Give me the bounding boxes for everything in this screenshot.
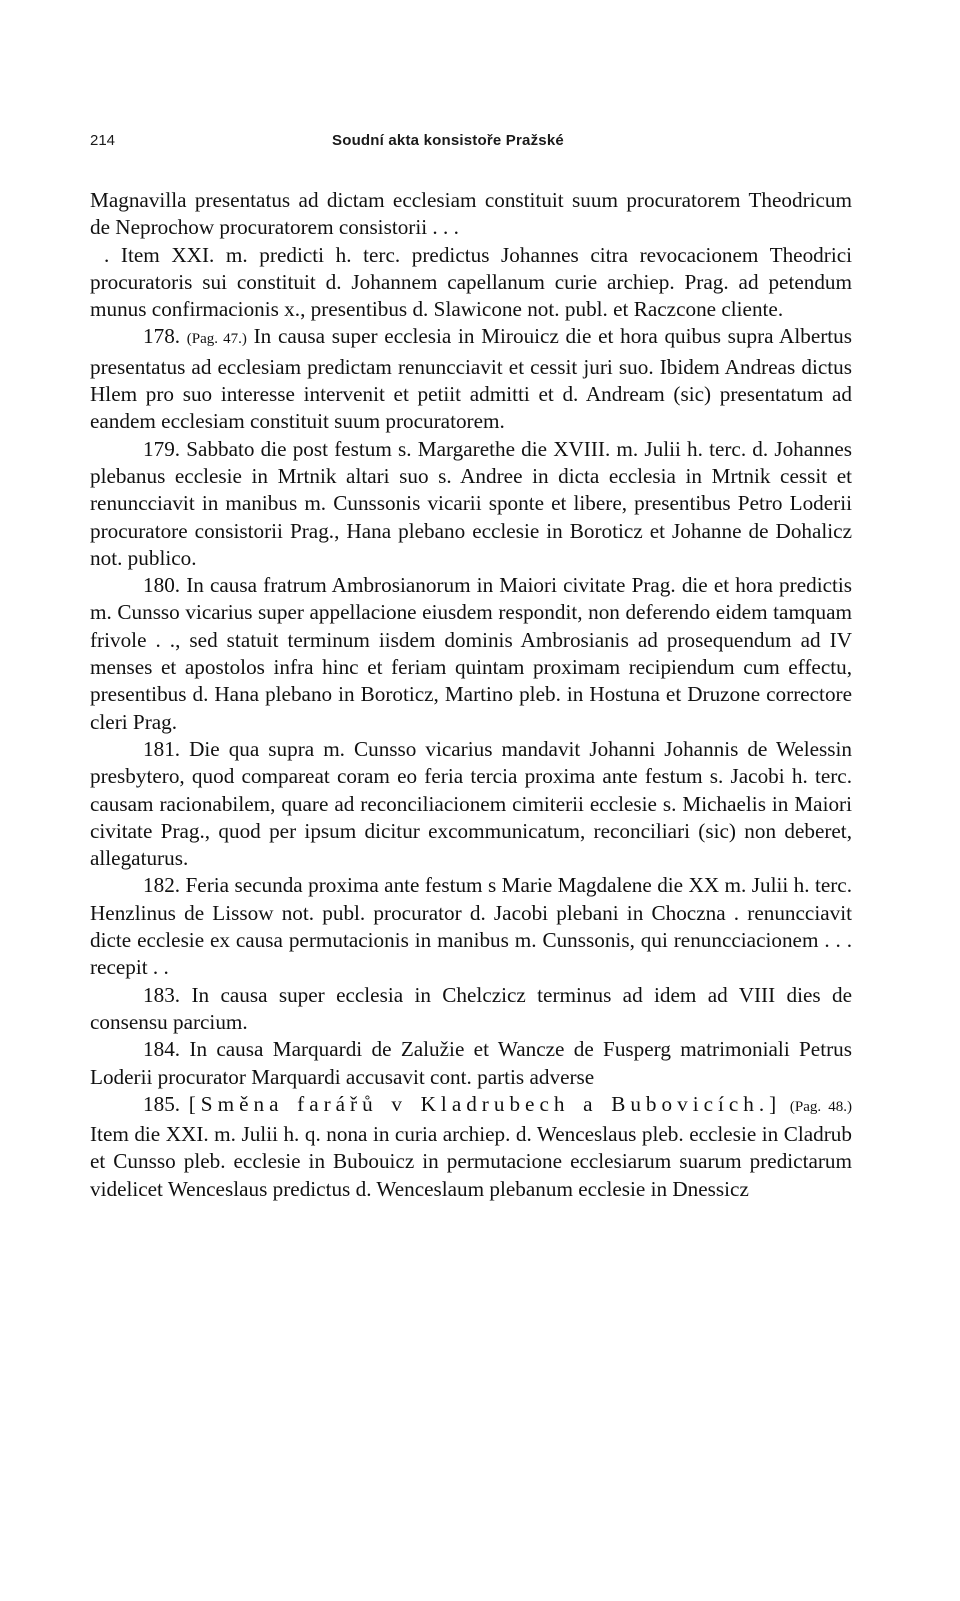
entry-text: In causa Marquardi de Zalužie et Wancze de Fusperg matrimoniali Petrus Loderii procurator Marquardi accusavit cont. partis adverse <box>90 1037 852 1089</box>
entry-number: 185. <box>143 1091 181 1116</box>
paragraph-text: Magnavilla presentatus ad dictam ecclesiam constituit suum procuratorem Theodricum de Neprochow procuratorem consistorii . . . <box>90 188 852 240</box>
entry-number: 179. <box>143 436 181 461</box>
entry-178 <box>90 323 852 435</box>
entry-text: Feria secunda proxima ante festum s Marie Magdalene die XX m. Julii h. terc. Henzlinus de Lissow not. publ. procurator d. Jacobi plebani in Choczna . renuncciavit dicte ecclesie ex causa permutacionis in manibus m. Cunssonis, qui renuncciacionem . . . recepit . . <box>90 873 853 980</box>
entry-180 <box>90 572 852 736</box>
entry-text: Die qua supra m. Cunsso vicarius mandavit Johanni Johannis de Welessin presbytero, quod compareat coram eo feria tercia proxima ante festum s. Jacobi h. terc. causam racionabilem, quare ad reconciliacionem cimiterii ecclesie s. Michaelis in Maiori civitate Prag., quod per ipsum dicitur excommunicatum, reconciliari (sic) non deberet, allegaturus. <box>90 736 852 871</box>
entry-185 <box>90 1091 852 1203</box>
entry-number: 184. <box>143 1037 181 1062</box>
paragraph <box>90 242 852 324</box>
page-reference: (Pag. 47.) <box>186 331 247 348</box>
page-number: 214 <box>90 132 116 149</box>
entry-text: In causa super ecclesia in Chelczicz terminus ad idem ad VIII dies de consensu parcium. <box>90 982 852 1034</box>
entry-182 <box>90 872 852 981</box>
document-page <box>90 0 852 1601</box>
entry-184 <box>90 1036 852 1091</box>
document-body <box>90 187 852 1203</box>
running-title: Soudní akta konsistoře Pražské <box>332 132 564 149</box>
entry-179 <box>90 436 852 572</box>
page-reference: (Pag. 48.) <box>789 1098 853 1115</box>
entry-183 <box>90 982 852 1037</box>
entry-number: 178. <box>143 324 181 349</box>
entry-text: Item die XXI. m. Julii h. q. nona in curia archiep. d. Wenceslaus pleb. ecclesie in Cladrub et Cunsso pleb. ecclesie in Bubouicz in permutacione ecclesiarum suarum predictarum videlicet Wenceslaus predictus d. Wenceslaum plebanum ecclesie in Dnessicz <box>90 1122 852 1201</box>
entry-number: 182. <box>143 873 181 898</box>
entry-text: In causa super ecclesia in Mirouicz die et hora quibus supra Albertus presentatus ad ecclesiam predictam renuncciavit et cessit juri suo. Ibidem Andreas dictus Hlem pro suo interesse intervenit et petiit admitti et d. Andream (sic) presentatum ad eandem ecclesiam constituit suum procuratorem. <box>90 324 853 434</box>
entry-text: Sabbato die post festum s. Margarethe die XVIII. m. Julii h. terc. d. Johannes plebanus ecclesie in Mrtnik altari suo s. Andree in dicta ecclesia in Mrtnik cessit et renuncciavit in manibus m. Cunssonis vicarii sponte et libere, presentibus Petro Loderii procuratore consistorii Prag., Hana plebano ecclesie in Boroticz et Johanne de Dohalicz not. publico. <box>90 436 853 570</box>
paragraph <box>90 187 852 242</box>
entry-number: 180. <box>143 573 181 598</box>
section-heading: [Směna farářů v Kladrubech a Bubovicích.] <box>188 1091 782 1116</box>
entry-number: 181. <box>143 736 181 761</box>
paragraph-text: . Item XXI. m. predicti h. terc. predictus Johannes citra revocacionem Theodrici procuratoris sui constituit d. Johannem capellanum curie archiep. Prag. ad petendum munus confirmacionis x., presentibus d. Slawicone not. publ. et Raczcone cliente. <box>90 242 852 322</box>
entry-text: In causa fratrum Ambrosianorum in Maiori civitate Prag. die et hora predictis m. Cunsso vicarius super appellacione eiusdem respondit, non deferendo eidem tamquam frivole . ., sed statuit terminum iisdem dominis Ambrosianis ad prosequendum ad IV menses et apostolos infra hinc et feriam quintam proximam recipiendum cum effectu, presentibus d. Hana plebano in Boroticz, Martino pleb. in Hostuna et Druzone correctore cleri Prag. <box>90 573 853 734</box>
entry-number: 183. <box>143 982 181 1007</box>
page-header <box>90 132 852 156</box>
entry-181 <box>90 736 852 872</box>
